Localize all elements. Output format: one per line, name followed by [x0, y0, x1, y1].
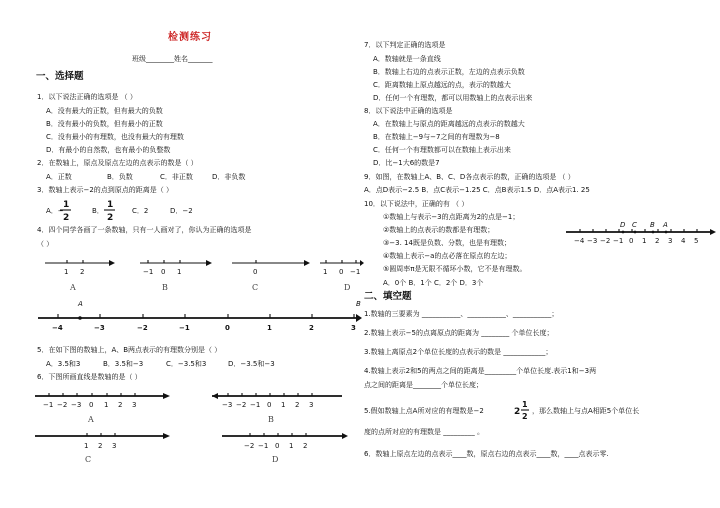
q9-tick-4: 4	[681, 237, 686, 245]
q8-stem: 8．以下说法中正确的选项是	[364, 107, 453, 115]
q1-option-c: C．没有最小的有理数，也没有最大的有理数	[46, 133, 184, 141]
q2-option-a: A．正数	[46, 173, 72, 181]
q9-tick-5: 5	[694, 237, 699, 245]
q6d-tick-2: −1	[258, 442, 269, 450]
q6a-tick-1: −1	[43, 401, 54, 409]
q6-axis-b	[212, 386, 348, 426]
q3-frac-b-num: 1	[107, 200, 114, 210]
q3-frac-a-den: 2	[63, 213, 70, 223]
q6-axis-a	[35, 386, 170, 426]
point-a-label: A	[78, 300, 83, 308]
q6a-tick-7: 3	[132, 401, 137, 409]
q3-option-a: A．−	[46, 207, 64, 215]
q1-option-a: A．没有最大的正数，但有最大的负数	[46, 107, 163, 115]
q3-fraction-a	[60, 198, 72, 222]
q6a-tick-2: −2	[57, 401, 68, 409]
q4d-tick-1: 1	[323, 268, 328, 276]
q4a-tick-2: 2	[80, 268, 85, 276]
big-tick-m2: −2	[137, 324, 148, 332]
q6b-label: B	[268, 415, 274, 424]
q4b-tick-1: 1	[177, 268, 182, 276]
q9-tick-m3: −3	[587, 237, 598, 245]
q6c-tick-3: 3	[112, 442, 117, 450]
q4-stem-line1: 4．四个同学各画了一条数轴，只有一人画对了，你认为正确的选项是	[37, 226, 252, 234]
q9-point-a: A	[663, 221, 668, 229]
q5-option-d: D．−3.5和−3	[228, 360, 275, 368]
q9-tick-m2: −2	[600, 237, 611, 245]
fill-5-suffix: ，那么数轴上与点A相距5个单位长	[532, 407, 640, 415]
q9-options: A．点D表示−2.5 B．点C表示−1.25 C．点B表示1.5 D．点A表示1. 25	[364, 186, 590, 194]
q6-axis-c	[35, 428, 170, 468]
big-tick-m3: −3	[94, 324, 105, 332]
q6d-label: D	[272, 455, 279, 464]
q2-option-c: C．非正数	[160, 173, 193, 181]
q9-point-c: C	[632, 221, 637, 229]
fill-5-int: 2	[514, 407, 521, 417]
q3-option-c: C．2	[132, 207, 149, 215]
q4c-tick-0: 0	[253, 268, 258, 276]
q10-stem: 10．以下说法中，正确的有 （ ）	[364, 200, 469, 208]
q10-statement-2: ②数轴上的点表示的数都是有理数；	[383, 226, 495, 234]
q10-statement-4: ④数轴上表示−a的点必落在原点的左边；	[383, 252, 512, 260]
q9-tick-0: 0	[629, 237, 634, 245]
q8-option-b: B．在数轴上−9与−7之间的有理数为−8	[373, 133, 500, 141]
point-b-label: B	[356, 300, 361, 308]
q9-point-b: B	[650, 221, 655, 229]
q4a-label: A	[70, 283, 76, 292]
q4b-tick-m1: −1	[143, 268, 154, 276]
q7-option-d: D．任何一个有理数，都可以用数轴上的点表示出来	[373, 94, 533, 102]
q8-option-c: C．任何一个有理数都可以在数轴上表示出来	[373, 146, 511, 154]
q9-number-line	[566, 218, 716, 252]
q6c-label: C	[85, 455, 92, 464]
q9-tick-m4: −4	[574, 237, 585, 245]
q6d-tick-5: 2	[303, 442, 308, 450]
section-fill-title: 二、填空题	[364, 291, 412, 302]
q4d-tick-m1: −1	[350, 268, 361, 276]
q1-stem: 1．以下说法正确的选项是 （ ）	[37, 93, 137, 101]
q7-option-a: A．数轴就是一条直线	[373, 55, 441, 63]
q7-option-c: C．距离数轴上原点越远的点，表示的数越大	[373, 81, 511, 89]
fill-2: 2.数轴上表示−5的点离原点的距离为 ________ 个单位长度；	[364, 329, 554, 337]
page-title: 检测练习	[168, 32, 212, 43]
section-choice-title: 一、选择题	[36, 71, 84, 82]
q7-stem: 7．以下判定正确的选项是	[364, 41, 446, 49]
q10-options: A．0个 B．1个 C．2个 D．3个	[383, 279, 484, 287]
q4d-label: D	[344, 283, 351, 292]
q6a-tick-5: 1	[104, 401, 109, 409]
q6a-tick-6: 2	[118, 401, 123, 409]
q6b-tick-4: 0	[267, 401, 272, 409]
q6a-label: A	[88, 415, 94, 424]
fill-4-line2: 点之间的距离是________个单位长度；	[364, 381, 483, 389]
q6b-tick-3: −1	[250, 401, 261, 409]
q7-option-b: B．数轴上右边的点表示正数，左边的点表示负数	[373, 68, 525, 76]
q5-option-b: B．3.5和−3	[103, 360, 144, 368]
q2-option-d: D．非负数	[212, 173, 246, 181]
fill-5-mixed-number	[514, 398, 530, 422]
q5-number-line	[38, 298, 362, 334]
q5-stem: 5．在如下图的数轴上，A、B两点表示的有理数分别是（ ）	[37, 346, 222, 354]
big-tick-2: 2	[309, 324, 314, 332]
q9-point-d: D	[620, 221, 626, 229]
fill-6: 6．数轴上原点左边的点表示____数，原点右边的点表示____数，____点表示零.	[364, 450, 609, 458]
q6-stem: 6．下图所画直线是数轴的是（ ）	[37, 373, 142, 381]
q3-frac-b-den: 2	[107, 213, 114, 223]
q1-option-d: D．有最小的自然数，也有最小的负整数	[46, 146, 171, 154]
q10-statement-5: ⑤圆周率π是无限不循环小数，它不是有理数。	[383, 265, 527, 273]
fill-4-line1: 4.数轴上表示2和5的两点之间的距离是_________个单位长度.表示1和−3两	[364, 367, 597, 375]
q6c-tick-1: 1	[84, 442, 89, 450]
q5-option-c: C．−3.5和3	[166, 360, 207, 368]
q6b-tick-6: 2	[295, 401, 300, 409]
q6d-tick-3: 0	[275, 442, 280, 450]
q9-tick-3: 3	[668, 237, 673, 245]
q10-statement-1: ①数轴上与表示−3的点距离为2的点是−1；	[383, 213, 520, 221]
q6c-tick-2: 2	[98, 442, 103, 450]
q3-frac-a-num: 1	[63, 200, 70, 210]
fill-5-prefix: 5.假如数轴上点A所对应的有理数是−2	[364, 407, 484, 415]
q9-tick-1: 1	[642, 237, 647, 245]
q2-stem: 2．在数轴上，原点及原点左边的点表示的数是（ ）	[37, 159, 198, 167]
q3-option-d: D．−2	[170, 207, 193, 215]
q8-option-a: A．在数轴上与原点的距离越远的点表示的数越大	[373, 120, 525, 128]
q4-axis-d	[320, 257, 364, 297]
q6d-tick-4: 1	[289, 442, 294, 450]
q4a-tick-1: 1	[64, 268, 69, 276]
fill-1: 1.数轴的三要素为 ___________、___________、___________；	[364, 310, 559, 318]
q8-option-d: D．比−1大6的数是7	[373, 159, 440, 167]
q4-axis-a	[45, 257, 115, 297]
q4d-tick-0: 0	[339, 268, 344, 276]
class-name-line: 班级________姓名_______	[132, 55, 213, 63]
q2-option-b: B．负数	[107, 173, 133, 181]
q5-option-a: A．3.5和3	[46, 360, 81, 368]
q3-option-b: B．	[92, 207, 104, 215]
q9-stem: 9．如图，在数轴上A、B、C、D各点表示的数，正确的选项是 （ ）	[364, 173, 575, 181]
fill-3: 3.数轴上离原点2个单位长度的点表示的数是 ____________；	[364, 348, 553, 356]
q9-tick-m1: −1	[613, 237, 624, 245]
q6-axis-d	[222, 428, 348, 468]
fill-5-num: 1	[522, 400, 528, 409]
q4b-label: B	[162, 283, 168, 292]
q6b-tick-2: −2	[236, 401, 247, 409]
big-tick-m4: −4	[52, 324, 63, 332]
q6d-tick-1: −2	[244, 442, 255, 450]
q3-stem: 3．数轴上表示−2的点到原点的距离是（ ）	[37, 186, 173, 194]
q1-option-b: B．没有最小的负数，但有最小的正数	[46, 120, 163, 128]
fill-5-line2: 度的点所对应的有理数是 _________ 。	[364, 428, 484, 436]
q4-axis-b	[140, 257, 212, 297]
big-tick-m1: −1	[179, 324, 190, 332]
big-tick-1: 1	[267, 324, 272, 332]
q3-fraction-b	[104, 198, 116, 222]
fill-5-den: 2	[522, 412, 528, 421]
q4-axis-c	[232, 257, 310, 297]
q6a-tick-4: 0	[89, 401, 94, 409]
q6b-tick-1: −3	[222, 401, 233, 409]
q4-stem-line2: （ ）	[37, 240, 54, 248]
q6b-tick-5: 1	[281, 401, 286, 409]
big-tick-0: 0	[225, 324, 230, 332]
q6b-tick-7: 3	[309, 401, 314, 409]
q9-tick-2: 2	[655, 237, 660, 245]
q10-statement-3: ③−3. 14既是负数、分数，也是有理数；	[383, 239, 511, 247]
q4b-tick-0: 0	[161, 268, 166, 276]
q6a-tick-3: −3	[71, 401, 82, 409]
q4c-label: C	[252, 283, 259, 292]
big-tick-3: 3	[351, 324, 356, 332]
